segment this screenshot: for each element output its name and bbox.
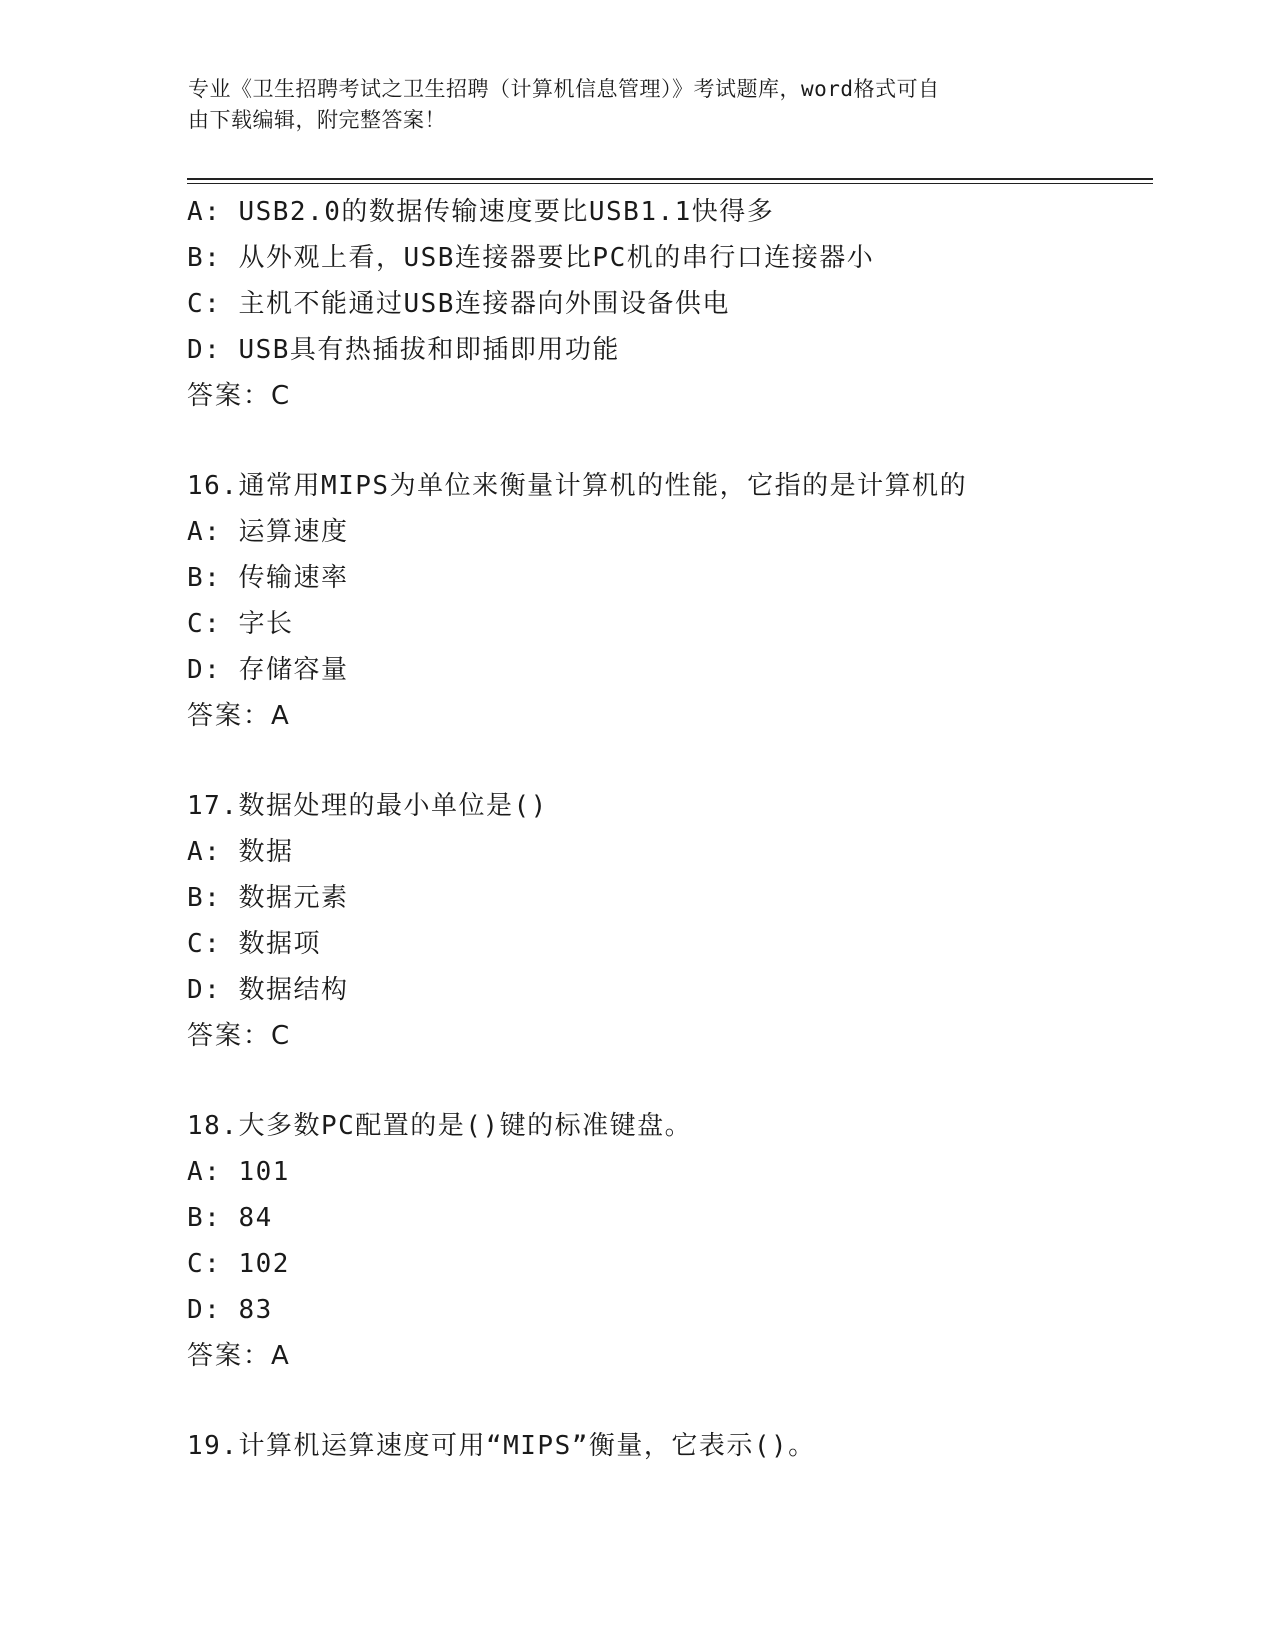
question-text: 19.计算机运算速度可用“MIPS”衡量，它表示()。 — [187, 1431, 816, 1461]
question-text: 18.大多数PC配置的是()键的标准键盘。 — [187, 1111, 693, 1141]
option-a: A: 数据 — [187, 837, 294, 867]
header-divider-thin — [187, 183, 1153, 184]
header-divider-thick — [187, 178, 1153, 180]
option-b: B: 从外观上看，USB连接器要比PC机的串行口连接器小 — [187, 243, 875, 273]
header-line-1: 专业《卫生招聘考试之卫生招聘（计算机信息管理）》考试题库，word格式可自 — [188, 77, 940, 101]
question-text: 16.通常用MIPS为单位来衡量计算机的性能，它指的是计算机的 — [187, 471, 968, 501]
spacer — [187, 419, 1147, 463]
option-d: D: 数据结构 — [187, 975, 349, 1005]
question-block-17 — [187, 783, 1147, 1059]
option-c: C: 主机不能通过USB连接器向外围设备供电 — [187, 289, 730, 319]
answer-line: 答案：C — [187, 381, 292, 411]
spacer — [187, 1059, 1147, 1103]
question-list — [187, 189, 1147, 1469]
question-block-19 — [187, 1423, 1147, 1469]
option-c: C: 102 — [187, 1249, 290, 1279]
option-d: D: 存储容量 — [187, 655, 349, 685]
document-header — [188, 74, 1068, 136]
header-line-2: 由下载编辑，附完整答案！ — [188, 108, 446, 132]
question-text: 17.数据处理的最小单位是() — [187, 791, 548, 821]
answer-line: 答案：A — [187, 1341, 291, 1371]
option-c: C: 数据项 — [187, 929, 321, 959]
option-a: A: USB2.0的数据传输速度要比USB1.1快得多 — [187, 197, 775, 227]
answer-line: 答案：C — [187, 1021, 292, 1051]
answer-line: 答案：A — [187, 701, 291, 731]
option-b: B: 数据元素 — [187, 883, 349, 913]
option-a: A: 101 — [187, 1157, 290, 1187]
question-block-16 — [187, 463, 1147, 739]
option-d: D: 83 — [187, 1295, 273, 1325]
spacer — [187, 739, 1147, 783]
option-b: B: 84 — [187, 1203, 273, 1233]
option-b: B: 传输速率 — [187, 563, 349, 593]
question-block-15 — [187, 189, 1147, 419]
question-block-18 — [187, 1103, 1147, 1379]
spacer — [187, 1379, 1147, 1423]
option-d: D: USB具有热插拔和即插即用功能 — [187, 335, 620, 365]
option-c: C: 字长 — [187, 609, 294, 639]
option-a: A: 运算速度 — [187, 517, 349, 547]
